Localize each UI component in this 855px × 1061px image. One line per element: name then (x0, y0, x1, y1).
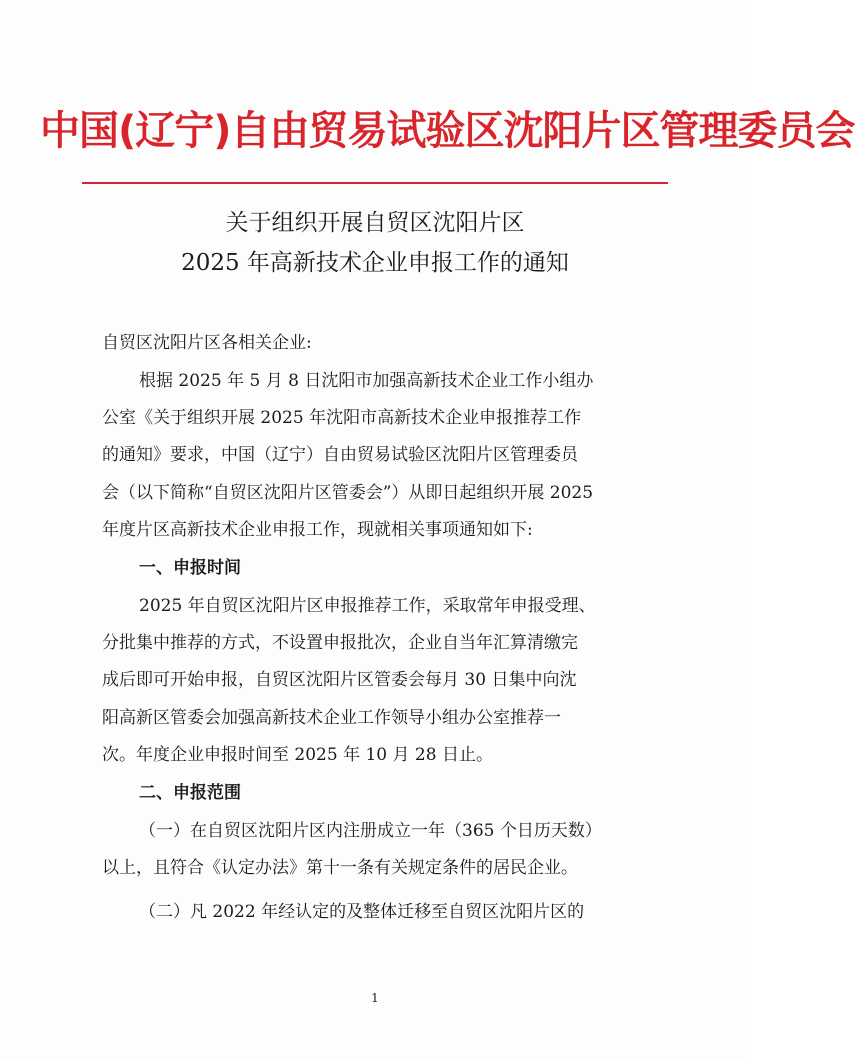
paragraph-2-line: 阳高新区管委会加强高新技术企业工作领导小组办公室推荐一 (102, 708, 561, 728)
red-divider-line (82, 182, 668, 184)
paragraph-1-line: 会（以下简称“自贸区沈阳片区管委会”）从即日起组织开展 2025 (102, 483, 594, 503)
paragraph-1-line: 根据 2025 年 5 月 8 日沈阳市加强高新技术企业工作小组办 (139, 371, 594, 391)
paragraph-2-line: 分批集中推荐的方式，不设置申报批次，企业自当年汇算清缴完 (102, 633, 578, 653)
paragraph-3-line: （一）在自贸区沈阳片区内注册成立一年（365 个日历天数） (139, 821, 602, 841)
paragraph-3-line: 以上，且符合《认定办法》第十一条有关规定条件的居民企业。 (102, 858, 578, 878)
paragraph-2-line: 成后即可开始申报，自贸区沈阳片区管委会每月 30 日集中向沈 (102, 670, 577, 690)
masthead-title: 中国(辽宁)自由贸易试验区沈阳片区管理委员会 (40, 108, 855, 154)
paragraph-1-line: 年度片区高新技术企业申报工作，现就相关事项通知如下: (102, 520, 533, 540)
notice-title-line-2: 2025 年高新技术企业申报工作的通知 (181, 250, 569, 276)
paragraph-4-line: （二）凡 2022 年经认定的及整体迁移至自贸区沈阳片区的 (139, 902, 585, 922)
section-heading-1: 一、申报时间 (139, 558, 241, 578)
paragraph-2-line: 2025 年自贸区沈阳片区申报推荐工作，采取常年申报受理、 (139, 596, 596, 616)
notice-title-line-1: 关于组织开展自贸区沈阳片区 (225, 210, 525, 236)
paragraph-2-line: 次。年度企业申报时间至 2025 年 10 月 28 日止。 (102, 745, 493, 765)
page-number: 1 (371, 991, 379, 1005)
paragraph-1-line: 的通知》要求，中国（辽宁）自由贸易试验区沈阳片区管理委员 (102, 445, 578, 465)
addressee: 自贸区沈阳片区各相关企业: (102, 333, 312, 353)
paragraph-1-line: 公室《关于组织开展 2025 年沈阳市高新技术企业申报推荐工作 (102, 408, 582, 428)
section-heading-2: 二、申报范围 (139, 783, 241, 803)
